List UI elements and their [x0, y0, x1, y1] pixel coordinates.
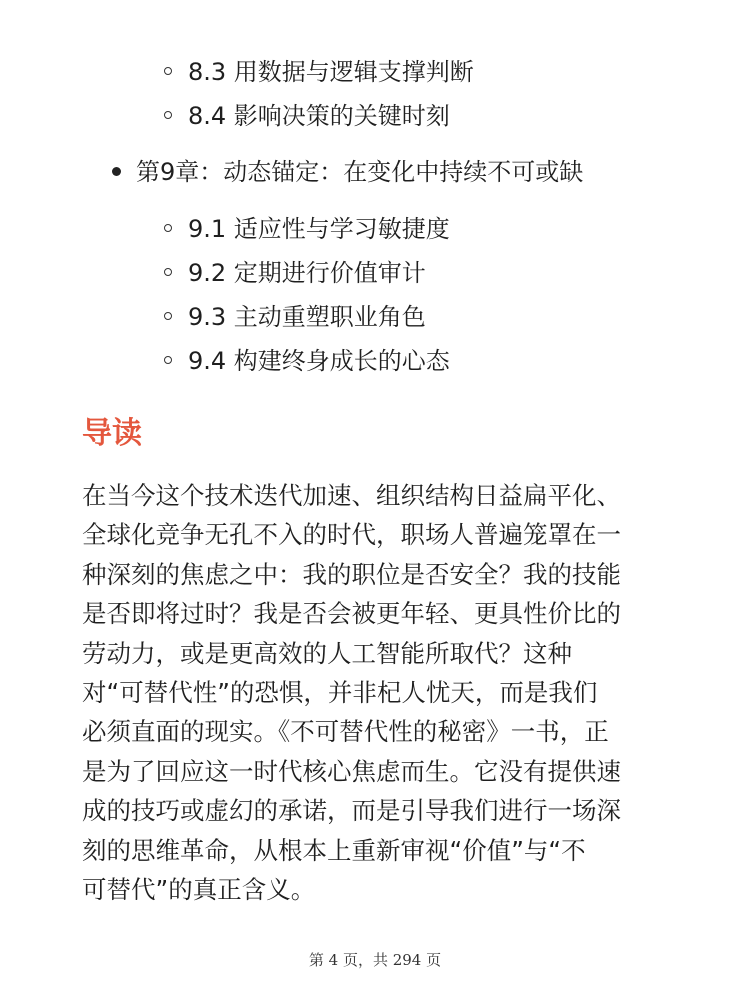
paragraph-line: 成的技巧或虚幻的承诺，而是引导我们进行一场深 — [82, 796, 621, 826]
intro-heading: 导读 — [82, 416, 142, 451]
toc-item-8-4 — [188, 101, 450, 131]
paragraph-line: 是否即将过时？我是否会被更年轻、更具性价比的 — [82, 599, 621, 629]
paragraph-line: 全球化竞争无孔不入的时代，职场人普遍笼罩在一 — [82, 520, 621, 550]
toc-item-8-3 — [188, 57, 474, 87]
hollow-circle-bullet-icon — [164, 67, 172, 75]
hollow-circle-bullet-icon — [164, 111, 172, 119]
toc-item-label: 8.4 影响决策的关键时刻 — [188, 102, 450, 130]
toc-item-label: 9.3 主动重塑职业角色 — [188, 303, 426, 331]
paragraph-line: 刻的思维革命，从根本上重新审视“价值”与“不 — [82, 835, 586, 865]
paragraph-line: 必须直面的现实。《不可替代性的秘密》一书，正 — [82, 717, 609, 747]
filled-circle-bullet-icon — [112, 167, 121, 176]
toc-item-9-1 — [188, 214, 450, 244]
paragraph-line: 可替代”的真正含义。 — [82, 875, 316, 905]
hollow-circle-bullet-icon — [164, 356, 172, 364]
toc-item-9-4 — [188, 346, 450, 376]
toc-item-9-2 — [188, 258, 426, 288]
paragraph-line: 对“可替代性”的恐惧，并非杞人忧天，而是我们 — [82, 678, 598, 708]
toc-chapter-9 — [136, 157, 583, 187]
toc-item-label: 8.3 用数据与逻辑支撑判断 — [188, 58, 474, 86]
paragraph-line: 在当今这个技术迭代加速、组织结构日益扁平化、 — [82, 481, 621, 510]
page-number-footer: 第 4 页，共 294 页 — [308, 951, 442, 969]
hollow-circle-bullet-icon — [164, 268, 172, 276]
hollow-circle-bullet-icon — [164, 312, 172, 320]
toc-item-9-3 — [188, 302, 426, 332]
hollow-circle-bullet-icon — [164, 224, 172, 232]
toc-item-label: 9.2 定期进行价值审计 — [188, 259, 426, 287]
toc-chapter-label: 第9章：动态锚定：在变化中持续不可或缺 — [136, 158, 584, 186]
intro-paragraph — [82, 476, 682, 909]
paragraph-line: 种深刻的焦虑之中：我的职位是否安全？我的技能 — [82, 559, 621, 589]
toc-item-label: 9.1 适应性与学习敏捷度 — [188, 215, 450, 243]
paragraph-line: 是为了回应这一时代核心焦虑而生。它没有提供速 — [82, 756, 621, 786]
paragraph-line: 劳动力，或是更高效的人工智能所取代？这种 — [82, 638, 572, 668]
toc-item-label: 9.4 构建终身成长的心态 — [188, 347, 450, 375]
